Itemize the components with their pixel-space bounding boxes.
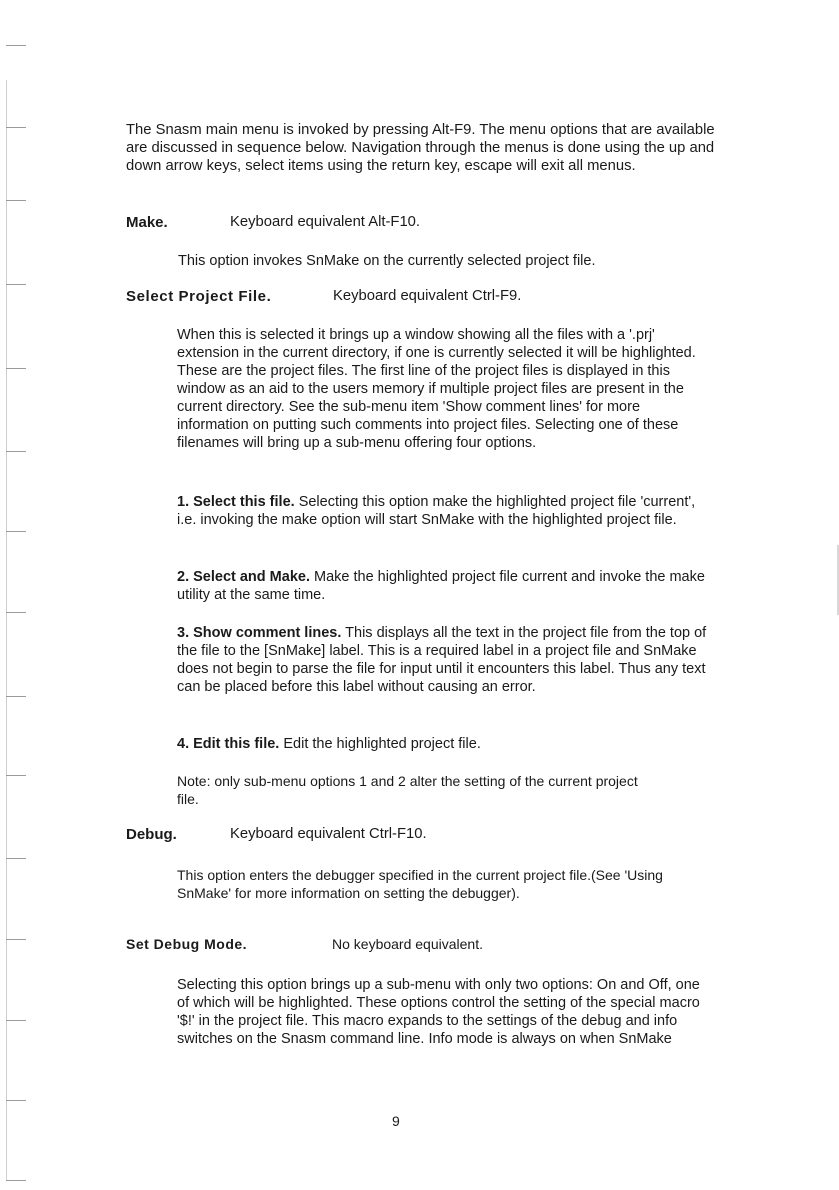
margin-tick <box>6 939 26 940</box>
margin-tick <box>6 1180 26 1181</box>
margin-tick <box>6 696 26 697</box>
margin-tick <box>6 200 26 201</box>
option-label: 1. Select this file. <box>177 494 295 510</box>
debug-description: This option enters the debugger specified in the current project file.(See 'Using SnMake' for more information on setting the debugger). <box>177 867 663 901</box>
margin-edge <box>6 80 7 1180</box>
margin-tick <box>6 1100 26 1101</box>
margin-tick <box>6 45 26 46</box>
select-project-heading: Select Project File. <box>126 288 272 305</box>
page-number: 9 <box>392 1113 400 1129</box>
margin-tick <box>6 368 26 369</box>
option-label: 3. Show comment lines. <box>177 625 342 641</box>
option-text: Selecting this option make the highlighted project file 'current', i.e. invoking the make option will start SnMake with the highlighted project file. <box>177 494 696 528</box>
margin-tick <box>6 531 26 532</box>
option-text: Edit the highlighted project file. <box>279 736 481 752</box>
margin-tick <box>6 612 26 613</box>
submenu-note: Note: only sub-menu options 1 and 2 alter the setting of the current project file. <box>177 773 638 807</box>
margin-tick <box>6 284 26 285</box>
make-description: This option invokes SnMake on the currently selected project file. <box>178 253 596 269</box>
option-select-and-make <box>177 568 717 604</box>
set-debug-mode-heading: Set Debug Mode. <box>126 936 248 952</box>
margin-tick <box>6 775 26 776</box>
intro-paragraph: The Snasm main menu is invoked by pressing Alt-F9. The menu options that are available are discussed in sequence below. Navigation through the menus is done using the up and down arrow keys, select items using the return key, escape will exit all menus. <box>126 122 715 174</box>
select-project-keyboard: Keyboard equivalent Ctrl-F9. <box>333 288 522 304</box>
option-show-comment-lines <box>177 624 707 696</box>
set-debug-mode-keyboard: No keyboard equivalent. <box>332 936 483 952</box>
select-project-description: When this is selected it brings up a window showing all the files with a '.prj' extension in the current directory, if one is currently selected it will be highlighted. These are the project files. The first line of the project files is displayed in this window as an aid to the users memory if multiple project files are present in the current directory. See the sub-menu item 'Show comment lines' for more information on putting such comments into project files. Selecting one of these filenames will bring up a sub-menu offering four options. <box>177 327 696 451</box>
debug-keyboard: Keyboard equivalent Ctrl-F10. <box>230 826 427 842</box>
option-label: 2. Select and Make. <box>177 569 310 585</box>
option-text: This displays all the text in the project file from the top of the file to the [SnMake] label. This is a required label in a project file and SnMake does not begin to parse the file for input until it encounters this label. Thus any text can be placed before this label without causing an error. <box>177 625 707 695</box>
option-select-file <box>177 493 699 529</box>
margin-tick <box>6 127 26 128</box>
option-text: Make the highlighted project file current and invoke the make utility at the same time. <box>177 569 705 603</box>
margin-tick <box>6 858 26 859</box>
debug-heading: Debug. <box>126 826 177 843</box>
make-keyboard: Keyboard equivalent Alt-F10. <box>230 214 421 230</box>
margin-tick <box>6 1020 26 1021</box>
make-heading: Make. <box>126 214 168 231</box>
option-label: 4. Edit this file. <box>177 736 280 752</box>
option-edit-file <box>177 735 707 753</box>
set-debug-mode-description: Selecting this option brings up a sub-menu with only two options: On and Off, one of which will be highlighted. These options control the setting of the special macro '$!' in the project file. This macro expands to the settings of the debug and info switches on the Snasm command line. Info mode is always on when SnMake <box>177 977 700 1047</box>
margin-tick <box>6 451 26 452</box>
